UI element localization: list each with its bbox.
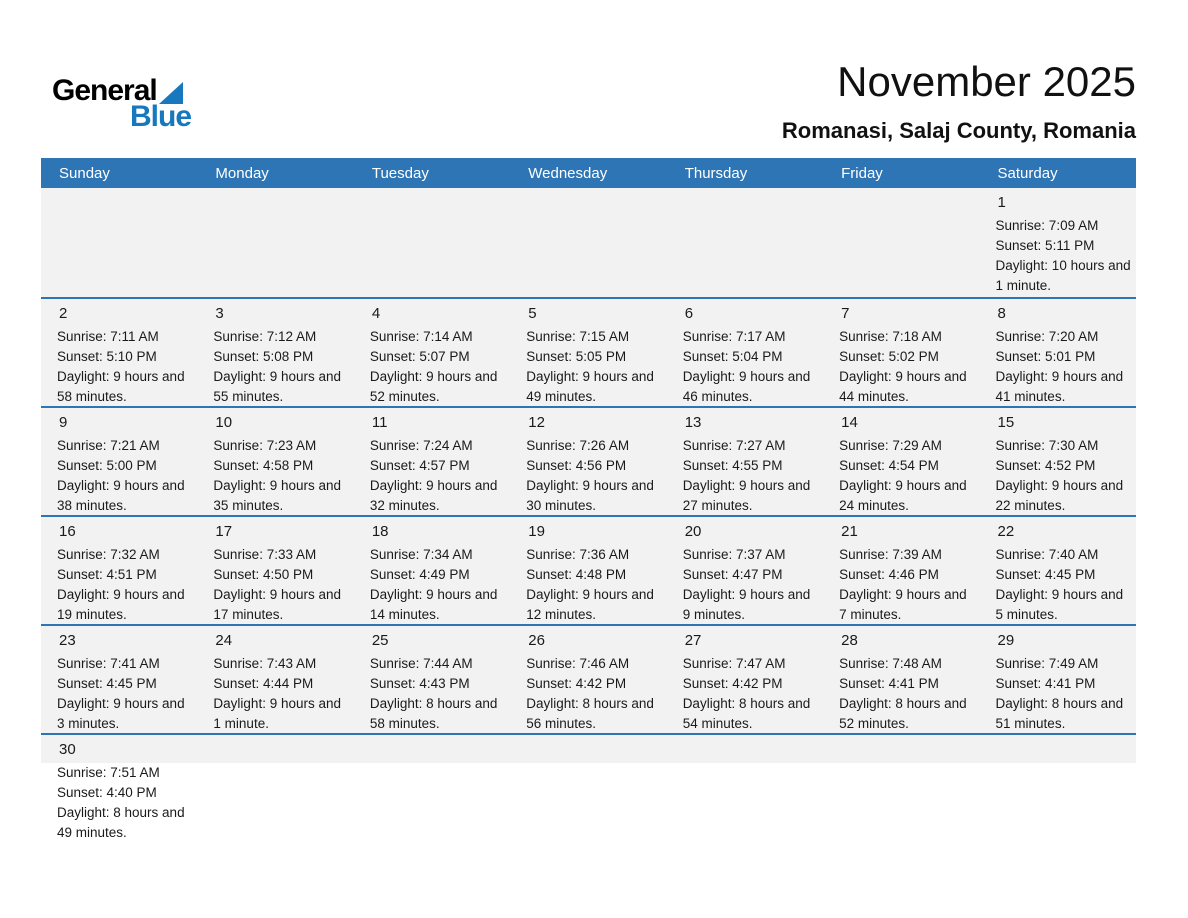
sunrise-text: Sunrise: 7:12 AM [213, 329, 317, 344]
day-cell [823, 626, 979, 733]
sunset-text: Sunset: 4:42 PM [526, 676, 627, 691]
day-number: 19 [528, 523, 545, 540]
sunrise-text: Sunrise: 7:37 AM [682, 547, 786, 562]
day-number: 13 [684, 414, 702, 431]
day-number: 2 [59, 305, 68, 322]
sunrise-text: Sunrise: 7:49 AM [995, 656, 1099, 671]
day-cell [510, 299, 666, 406]
sunrise-text: Sunrise: 7:24 AM [369, 438, 473, 453]
sunrise-text: Sunrise: 7:26 AM [526, 438, 630, 453]
empty-cell [823, 735, 979, 860]
day-cell [823, 408, 979, 515]
daylight-text: Daylight: 9 hours and 19 minutes. [57, 587, 185, 622]
sunrise-text: Sunrise: 7:39 AM [839, 547, 942, 562]
sunset-text: Sunset: 4:41 PM [995, 676, 1096, 691]
day-cell [667, 517, 823, 624]
daylight-text: Daylight: 9 hours and 3 minutes. [57, 696, 185, 731]
week-row [41, 624, 1136, 733]
sunrise-text: Sunrise: 7:44 AM [369, 656, 473, 671]
sunrise-text: Sunrise: 7:46 AM [526, 656, 630, 671]
daylight-text: Daylight: 8 hours and 51 minutes. [995, 696, 1124, 731]
daylight-text: Daylight: 9 hours and 22 minutes. [995, 478, 1124, 513]
daylight-text: Daylight: 9 hours and 24 minutes. [839, 478, 967, 513]
day-number: 27 [684, 632, 702, 649]
page-subtitle: Romanasi, Salaj County, Romania [781, 118, 1136, 143]
daylight-text: Daylight: 9 hours and 49 minutes. [526, 369, 654, 404]
daylight-text: Daylight: 9 hours and 41 minutes. [995, 369, 1124, 404]
sunrise-text: Sunrise: 7:23 AM [213, 438, 317, 453]
day-number: 8 [997, 305, 1006, 322]
daylight-text: Daylight: 8 hours and 52 minutes. [839, 696, 967, 731]
sunrise-text: Sunrise: 7:09 AM [995, 218, 1099, 233]
sunrise-text: Sunrise: 7:40 AM [995, 547, 1099, 562]
sunset-text: Sunset: 4:45 PM [57, 676, 157, 691]
day-number: 25 [371, 632, 389, 649]
weekday-label: Friday [841, 164, 883, 182]
day-number: 6 [684, 305, 694, 322]
sunrise-text: Sunrise: 7:27 AM [682, 438, 786, 453]
sunrise-text: Sunrise: 7:48 AM [839, 656, 942, 671]
sunset-text: Sunset: 5:04 PM [682, 349, 783, 364]
sunset-text: Sunset: 4:54 PM [839, 458, 939, 473]
empty-cell [667, 735, 823, 860]
day-cell [41, 626, 197, 733]
daylight-text: Daylight: 9 hours and 5 minutes. [995, 587, 1124, 622]
week-row [41, 733, 1136, 860]
sunset-text: Sunset: 5:05 PM [526, 349, 627, 364]
weekday-label: Monday [215, 164, 269, 182]
day-number: 15 [997, 414, 1015, 431]
sunset-text: Sunset: 4:50 PM [213, 567, 314, 582]
day-cell [41, 735, 197, 860]
daylight-text: Daylight: 9 hours and 7 minutes. [839, 587, 967, 622]
sunset-text: Sunset: 5:02 PM [839, 349, 939, 364]
day-number: 1 [997, 194, 1006, 211]
sunrise-text: Sunrise: 7:51 AM [57, 765, 160, 780]
sunrise-text: Sunrise: 7:36 AM [526, 547, 630, 562]
day-cell [980, 408, 1136, 515]
sunset-text: Sunset: 5:01 PM [995, 349, 1096, 364]
sunset-text: Sunset: 4:47 PM [682, 567, 783, 582]
general-blue-logo [52, 76, 191, 132]
sunrise-text: Sunrise: 7:17 AM [682, 329, 786, 344]
page-title: November 2025 [837, 58, 1136, 105]
day-cell [980, 517, 1136, 624]
day-cell [823, 517, 979, 624]
weekday-label: Sunday [59, 164, 110, 182]
daylight-text: Daylight: 9 hours and 35 minutes. [213, 478, 341, 513]
weekday-label: Tuesday [371, 164, 429, 182]
day-number: 16 [59, 523, 76, 540]
day-cell [823, 299, 979, 406]
daylight-text: Daylight: 9 hours and 55 minutes. [213, 369, 341, 404]
daylight-text: Daylight: 9 hours and 27 minutes. [682, 478, 811, 513]
daylight-text: Daylight: 9 hours and 9 minutes. [682, 587, 811, 622]
logo-text-general: General [52, 74, 157, 107]
day-number: 9 [59, 414, 68, 431]
sunrise-text: Sunrise: 7:14 AM [369, 329, 473, 344]
daylight-text: Daylight: 9 hours and 38 minutes. [57, 478, 185, 513]
day-number: 28 [841, 632, 858, 649]
sunset-text: Sunset: 4:43 PM [369, 676, 470, 691]
day-number: 26 [528, 632, 545, 649]
sunset-text: Sunset: 4:48 PM [526, 567, 627, 582]
day-number: 14 [841, 414, 858, 431]
empty-cell [510, 735, 666, 860]
sunset-text: Sunset: 5:00 PM [57, 458, 157, 473]
logo-text-blue: Blue [130, 100, 192, 133]
day-cell [667, 299, 823, 406]
day-number: 12 [528, 414, 545, 431]
sunset-text: Sunset: 4:40 PM [57, 785, 157, 800]
day-cell [510, 408, 666, 515]
empty-cell [197, 188, 353, 297]
day-cell [510, 626, 666, 733]
sunrise-text: Sunrise: 7:41 AM [57, 656, 160, 671]
day-number: 4 [371, 305, 381, 322]
sunrise-text: Sunrise: 7:18 AM [839, 329, 942, 344]
sunset-text: Sunset: 5:07 PM [369, 349, 470, 364]
empty-cell [510, 188, 666, 297]
sunrise-text: Sunrise: 7:33 AM [213, 547, 317, 562]
daylight-text: Daylight: 8 hours and 56 minutes. [526, 696, 654, 731]
day-cell [980, 626, 1136, 733]
sunset-text: Sunset: 5:10 PM [57, 349, 157, 364]
day-cell [354, 299, 510, 406]
day-number: 17 [215, 523, 233, 540]
daylight-text: Daylight: 9 hours and 1 minute. [213, 696, 341, 731]
week-row [41, 188, 1136, 297]
day-cell [197, 626, 353, 733]
daylight-text: Daylight: 9 hours and 17 minutes. [213, 587, 341, 622]
weekday-row [41, 158, 1136, 188]
daylight-text: Daylight: 9 hours and 44 minutes. [839, 369, 967, 404]
day-number: 3 [215, 305, 224, 322]
sunrise-text: Sunrise: 7:47 AM [682, 656, 786, 671]
weekday-label: Wednesday [528, 164, 608, 182]
day-cell [354, 626, 510, 733]
empty-cell [980, 735, 1136, 860]
sunset-text: Sunset: 4:55 PM [682, 458, 783, 473]
day-number: 21 [841, 523, 858, 540]
day-number: 29 [997, 632, 1015, 649]
daylight-text: Daylight: 9 hours and 14 minutes. [369, 587, 498, 622]
weekday-label: Saturday [997, 164, 1058, 182]
daylight-text: Daylight: 9 hours and 30 minutes. [526, 478, 654, 513]
day-cell [197, 517, 353, 624]
daylight-text: Daylight: 9 hours and 52 minutes. [369, 369, 498, 404]
day-number: 18 [371, 523, 389, 540]
week-row [41, 297, 1136, 406]
week-row [41, 515, 1136, 624]
empty-cell [354, 188, 510, 297]
day-cell [41, 299, 197, 406]
daylight-text: Daylight: 8 hours and 58 minutes. [369, 696, 498, 731]
empty-cell [41, 188, 197, 297]
day-number: 22 [997, 523, 1015, 540]
daylight-text: Daylight: 9 hours and 46 minutes. [682, 369, 811, 404]
day-cell [41, 408, 197, 515]
day-number: 23 [59, 632, 76, 649]
sunset-text: Sunset: 4:56 PM [526, 458, 627, 473]
daylight-text: Daylight: 8 hours and 54 minutes. [682, 696, 811, 731]
day-number: 5 [528, 305, 537, 322]
day-number: 10 [215, 414, 233, 431]
week-row [41, 406, 1136, 515]
sunrise-text: Sunrise: 7:32 AM [57, 547, 160, 562]
sunset-text: Sunset: 4:44 PM [213, 676, 314, 691]
daylight-text: Daylight: 10 hours and 1 minute. [995, 258, 1131, 293]
empty-cell [823, 188, 979, 297]
day-cell [510, 517, 666, 624]
sunset-text: Sunset: 4:42 PM [682, 676, 783, 691]
day-number: 11 [371, 414, 388, 431]
empty-cell [667, 188, 823, 297]
sunset-text: Sunset: 4:49 PM [369, 567, 470, 582]
day-cell [197, 408, 353, 515]
daylight-text: Daylight: 9 hours and 12 minutes. [526, 587, 654, 622]
day-cell [667, 408, 823, 515]
sunrise-text: Sunrise: 7:30 AM [995, 438, 1099, 453]
sunset-text: Sunset: 4:57 PM [369, 458, 470, 473]
sunset-text: Sunset: 4:45 PM [995, 567, 1096, 582]
empty-cell [354, 735, 510, 860]
sunrise-text: Sunrise: 7:29 AM [839, 438, 942, 453]
sunset-text: Sunset: 4:52 PM [995, 458, 1096, 473]
weekday-label: Thursday [684, 164, 748, 182]
day-cell [980, 299, 1136, 406]
day-number: 7 [841, 305, 850, 322]
day-cell [41, 517, 197, 624]
empty-cell [197, 735, 353, 860]
sunrise-text: Sunrise: 7:43 AM [213, 656, 317, 671]
sunrise-text: Sunrise: 7:34 AM [369, 547, 473, 562]
sunset-text: Sunset: 4:58 PM [213, 458, 314, 473]
daylight-text: Daylight: 8 hours and 49 minutes. [57, 805, 185, 840]
calendar-grid [41, 188, 1136, 860]
daylight-text: Daylight: 9 hours and 58 minutes. [57, 369, 185, 404]
day-cell [197, 299, 353, 406]
day-cell [354, 408, 510, 515]
sunrise-text: Sunrise: 7:15 AM [526, 329, 630, 344]
sunrise-text: Sunrise: 7:21 AM [57, 438, 160, 453]
sunset-text: Sunset: 4:46 PM [839, 567, 939, 582]
sunset-text: Sunset: 4:51 PM [57, 567, 157, 582]
day-number: 24 [215, 632, 233, 649]
calendar [41, 158, 1136, 860]
daylight-text: Daylight: 9 hours and 32 minutes. [369, 478, 498, 513]
sunrise-text: Sunrise: 7:20 AM [995, 329, 1099, 344]
sunset-text: Sunset: 4:41 PM [839, 676, 939, 691]
day-number: 20 [684, 523, 702, 540]
sunrise-text: Sunrise: 7:11 AM [57, 329, 159, 344]
day-cell [354, 517, 510, 624]
sunset-text: Sunset: 5:08 PM [213, 349, 314, 364]
sunset-text: Sunset: 5:11 PM [995, 238, 1095, 253]
day-number: 30 [59, 741, 76, 758]
day-cell [667, 626, 823, 733]
day-cell [980, 188, 1136, 297]
